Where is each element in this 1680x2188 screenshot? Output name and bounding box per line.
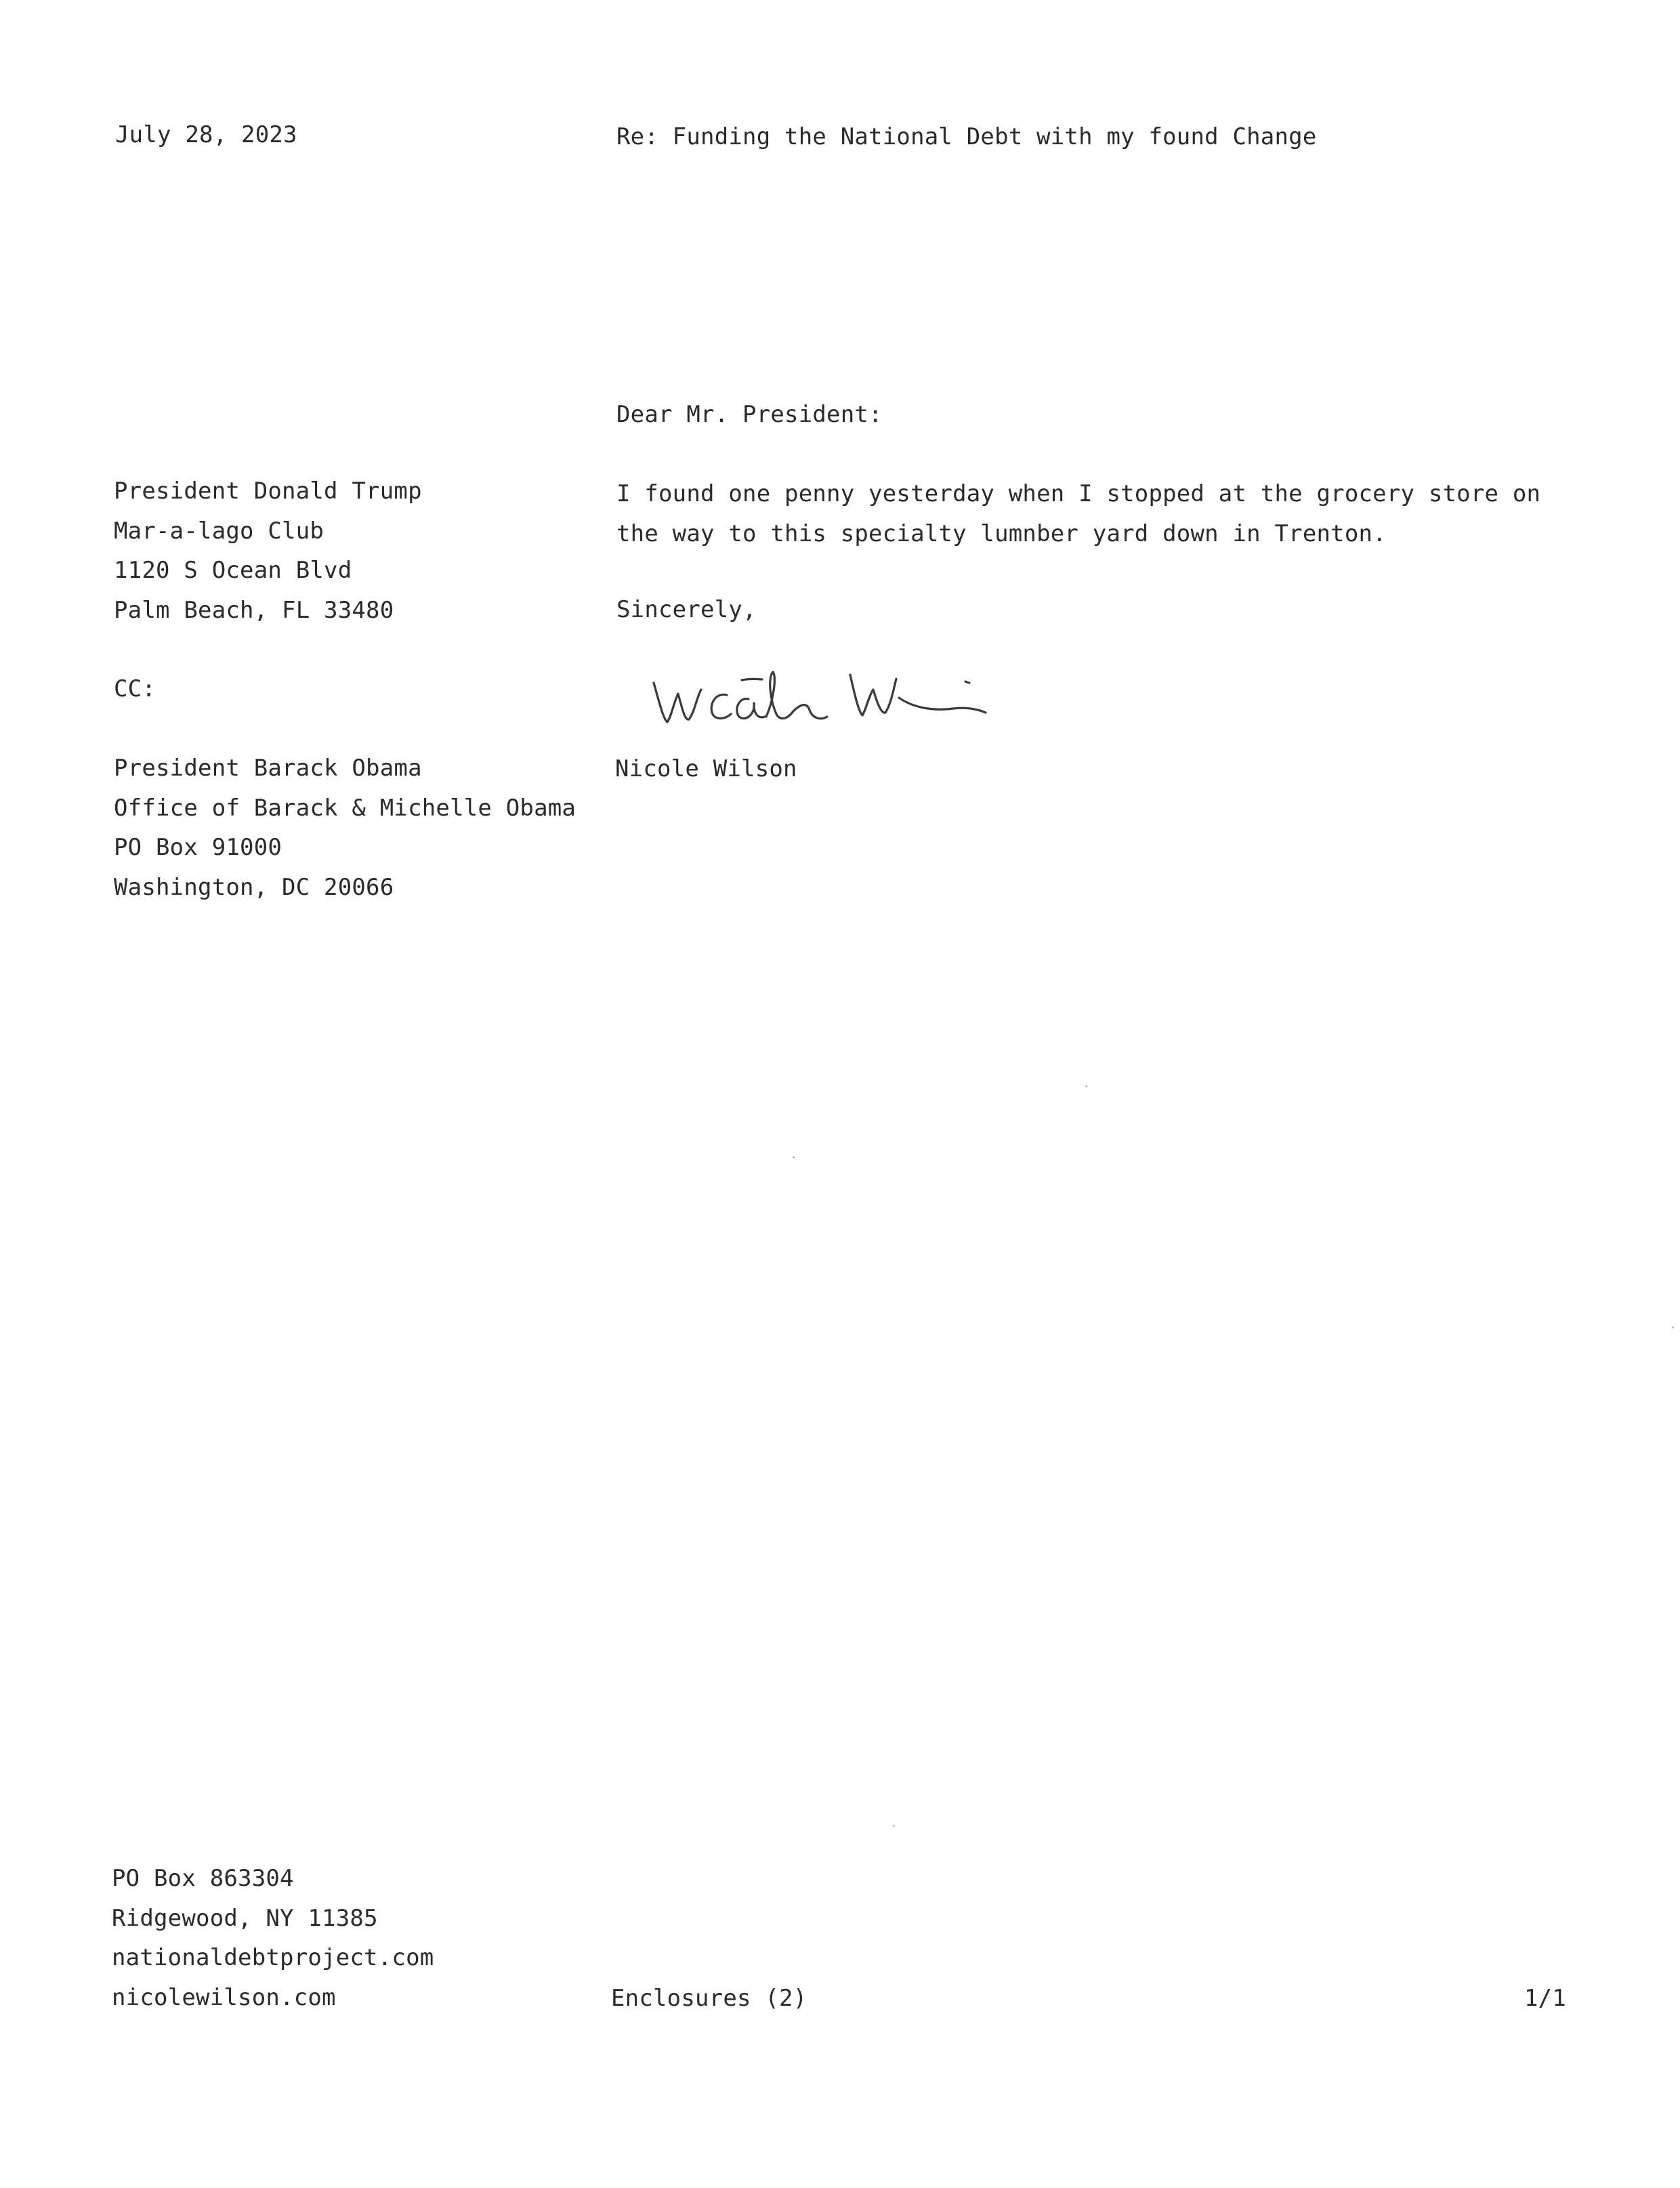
scan-speck	[793, 1156, 795, 1158]
recipient-line: Palm Beach, FL 33480	[114, 596, 394, 624]
cc-recipient-address	[114, 749, 576, 907]
letter-subject: Re: Funding the National Debt with my found Change	[616, 123, 1317, 150]
cc-recipient-line: Washington, DC 20066	[114, 873, 394, 901]
recipient-address	[114, 471, 422, 630]
letter-body	[616, 474, 1540, 553]
recipient-line: President Donald Trump	[114, 478, 422, 505]
scan-speck	[1672, 1326, 1674, 1328]
cc-label: CC:	[114, 675, 156, 702]
sender-line: Ridgewood, NY 11385	[112, 1904, 378, 1932]
closing: Sincerely,	[616, 596, 757, 623]
cc-recipient-line: President Barack Obama	[114, 755, 422, 782]
sender-link[interactable]: nationaldebtproject.com	[112, 1944, 434, 1971]
sender-line: PO Box 863304	[112, 1865, 294, 1892]
scan-speck	[1085, 1085, 1087, 1087]
enclosures-note: Enclosures (2)	[611, 1985, 807, 2012]
sender-address	[112, 1859, 434, 2017]
sender-link[interactable]: nicolewilson.com	[112, 1983, 336, 2011]
recipient-line: Mar-a-lago Club	[114, 517, 324, 545]
cc-recipient-line: Office of Barack & Michelle Obama	[114, 794, 576, 822]
cc-recipient-line: PO Box 91000	[114, 834, 282, 861]
salutation: Dear Mr. President:	[616, 401, 883, 428]
letter-date: July 28, 2023	[115, 121, 297, 148]
body-line: the way to this specialty lumnber yard down in Trenton.	[616, 520, 1387, 547]
body-line: I found one penny yesterday when I stopped at the grocery store on	[616, 480, 1541, 507]
signer-name: Nicole Wilson	[615, 755, 797, 782]
page-number: 1/1	[1524, 1985, 1567, 2012]
recipient-line: 1120 S Ocean Blvd	[114, 557, 352, 584]
handwritten-signature	[647, 654, 999, 749]
scan-speck	[893, 1825, 895, 1827]
